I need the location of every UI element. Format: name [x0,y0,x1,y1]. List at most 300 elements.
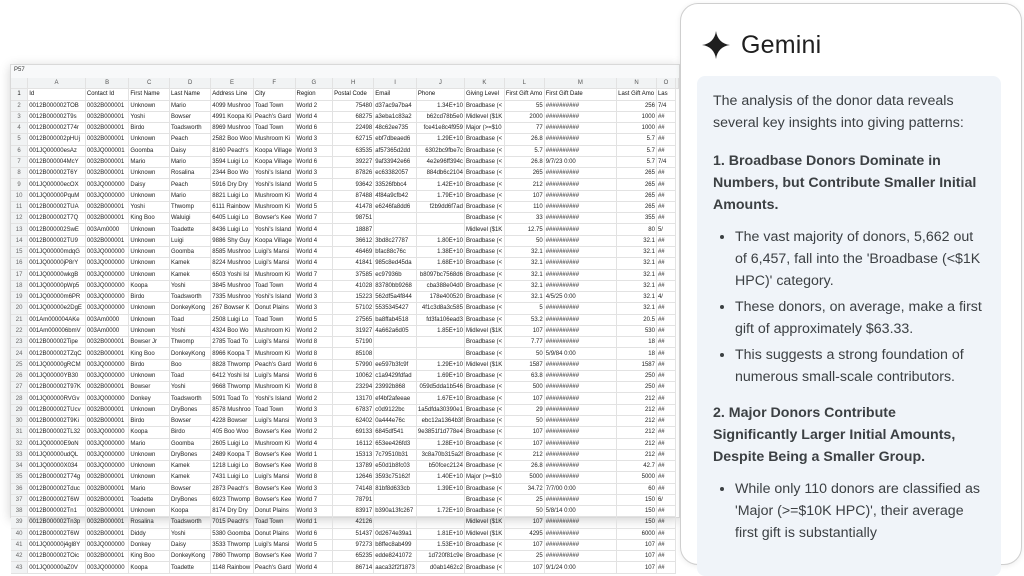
column-title-cell[interactable]: Las [656,89,675,100]
cell[interactable]: 6923 Thwomp [211,494,254,505]
cell[interactable]: cba388e04d0 [416,280,464,291]
cell[interactable]: ########## [544,134,616,145]
cell[interactable]: 2785 Toad To [211,337,254,348]
cell[interactable]: ########## [544,438,616,449]
cell[interactable]: ########## [544,258,616,269]
cell[interactable]: 001JQ00000mdqG [28,246,86,257]
column-title-cell[interactable]: Email [374,89,417,100]
cell[interactable]: Kamek [169,269,210,280]
cell[interactable]: Unknown [129,472,170,483]
cell[interactable]: 1.85E+10 [416,325,464,336]
cell[interactable]: 250 [617,370,657,381]
row-number[interactable]: 17 [11,269,28,280]
cell[interactable]: 6000 [617,528,657,539]
cell[interactable]: Broadbase (< [464,179,504,190]
cell[interactable]: 8436 Luigi Lo [211,224,254,235]
cell[interactable]: ## [656,415,675,426]
cell[interactable]: ########## [544,303,616,314]
cell[interactable]: ## [656,190,675,201]
row-number[interactable]: 23 [11,337,28,348]
cell[interactable]: Midlevel ($1K [464,224,504,235]
cell[interactable]: Broadbase (< [464,269,504,280]
cell[interactable]: Mushroom Ki [253,438,295,449]
cell[interactable]: 001JQ00000PquM [28,190,86,201]
cell[interactable]: 0012B000002Tn1 [28,506,86,517]
cell[interactable]: World 6 [295,156,333,167]
cell[interactable]: Bowser [129,382,170,393]
cell[interactable]: 32.1 [617,246,657,257]
cell[interactable]: 6503 Yoshi Isl [211,269,254,280]
cell[interactable]: 62402 [333,415,374,426]
cell[interactable]: 34.72 [504,483,544,494]
cell[interactable]: 1.67E+10 [416,393,464,404]
cell[interactable]: World 4 [295,111,333,122]
cell[interactable]: Toad Town [253,280,295,291]
cell[interactable]: Unknown [129,303,170,314]
table-row[interactable] [11,111,679,122]
cell[interactable]: Bowser's Kee [253,494,295,505]
cell[interactable]: 83780bb9268 [374,280,417,291]
cell[interactable]: 50 [504,506,544,517]
cell[interactable]: Luigi's Mansi [253,337,295,348]
cell[interactable]: 1.79E+10 [416,190,464,201]
cell[interactable]: 4099 Mushroo [211,100,254,111]
cell[interactable]: Broadbase (< [464,190,504,201]
cell[interactable]: 150 [617,506,657,517]
column-title-cell[interactable]: Region [295,89,333,100]
cell[interactable] [416,213,464,224]
cell[interactable]: Toadette [169,224,210,235]
cell[interactable]: 32.1 [617,280,657,291]
cell[interactable]: World 3 [295,415,333,426]
cell[interactable]: World 3 [295,168,333,179]
cell[interactable]: Mario [129,438,170,449]
cell[interactable]: 003JQ000000 [85,449,129,460]
row-number[interactable]: 18 [11,280,28,291]
cell[interactable]: 003Am0000 [85,314,129,325]
column-title-cell[interactable]: Phone [416,89,464,100]
row-number[interactable]: 15 [11,246,28,257]
cell[interactable]: Toad Town [253,100,295,111]
column-title-cell[interactable]: First Gift Date [544,89,616,100]
cell[interactable]: ## [656,123,675,134]
cell[interactable]: Unknown [129,224,170,235]
cell[interactable]: 39227 [333,156,374,167]
cell[interactable]: 6845df541 [374,427,417,438]
cell[interactable]: Birdo [129,123,170,134]
cell[interactable]: 0012B000002TOic [28,551,86,562]
cell[interactable]: 26.8 [504,461,544,472]
cell[interactable]: Rosalina [169,168,210,179]
column-header[interactable]: J [416,78,464,89]
cell[interactable]: 74148 [333,483,374,494]
cell[interactable]: 985c8ed45da [374,258,417,269]
cell[interactable]: 53.2 [504,314,544,325]
cell[interactable]: 26.8 [504,134,544,145]
row-number[interactable]: 2 [11,100,28,111]
cell[interactable]: 9af33942e66 [374,156,417,167]
cell[interactable]: World 8 [295,348,333,359]
cell[interactable]: 003JQ000000 [85,190,129,201]
cell[interactable]: 107 [617,539,657,550]
cell[interactable]: 0012B000002Tipe [28,337,86,348]
cell[interactable]: 5 [504,303,544,314]
cell[interactable]: ## [656,235,675,246]
table-row[interactable] [11,337,679,348]
cell[interactable] [416,348,464,359]
cell[interactable]: 256 [617,100,657,111]
cell[interactable]: 001JQ00000X034 [28,461,86,472]
cell[interactable]: b8097bc7568d6 [416,269,464,280]
cell[interactable]: 0d2674e39a1 [374,528,417,539]
cell[interactable]: 0012B000002T74g [28,472,86,483]
cell[interactable]: ## [656,551,675,562]
table-row[interactable] [11,156,679,167]
cell[interactable]: Birdo [129,292,170,303]
cell[interactable]: 003JQ000000 [85,562,129,573]
cell[interactable]: 003Am0000 [85,224,129,235]
cell[interactable]: 1.29E+10 [416,359,464,370]
cell[interactable]: 4991 Koopa Ki [211,111,254,122]
cell[interactable]: 8174 Dry Dry [211,506,254,517]
cell[interactable]: Broadbase (< [464,427,504,438]
cell[interactable] [374,494,417,505]
cell[interactable]: 5/8/14 0:00 [544,506,616,517]
cell[interactable]: 37585 [333,269,374,280]
cell[interactable]: 653ee426fd3 [374,438,417,449]
cell[interactable]: 18887 [333,224,374,235]
cell[interactable]: Broadbase (< [464,483,504,494]
cell[interactable]: Thwomp [169,337,210,348]
cell[interactable]: World 4 [295,224,333,235]
cell[interactable]: ## [656,382,675,393]
cell[interactable]: 003JQ000000 [85,539,129,550]
cell[interactable]: ########## [544,472,616,483]
cell[interactable]: World 5 [295,179,333,190]
cell[interactable]: f2b9dd6f7ad [416,201,464,212]
cell[interactable]: Broadbase (< [464,168,504,179]
cell[interactable]: Yoshi's Island [253,179,295,190]
cell[interactable]: Yoshi [169,382,210,393]
cell[interactable]: Midlevel ($1K [464,111,504,122]
cell[interactable]: 83917 [333,506,374,517]
cell[interactable]: Bowser's Kee [253,213,295,224]
cell[interactable]: Unknown [129,404,170,415]
row-number[interactable]: 41 [11,539,28,550]
cell[interactable]: 41028 [333,280,374,291]
cell[interactable]: Waluigi [169,213,210,224]
cell[interactable]: 2605 Luigi Lo [211,438,254,449]
row-number[interactable]: 30 [11,415,28,426]
cell[interactable]: 0012B000002T6Y [28,168,86,179]
cell[interactable]: World 3 [295,404,333,415]
cell[interactable]: 001JQ00000ecOX [28,179,86,190]
cell[interactable]: 562df5a4f844 [374,292,417,303]
cell[interactable]: ## [656,517,675,528]
cell[interactable]: aaca32f2f1873 [374,562,417,573]
cell[interactable]: Broadbase (< [464,348,504,359]
cell[interactable]: Toadsworth [169,123,210,134]
cell[interactable]: World 3 [295,303,333,314]
cell[interactable]: 150 [617,494,657,505]
row-number[interactable]: 34 [11,461,28,472]
cell[interactable]: Daisy [169,145,210,156]
column-header[interactable]: D [169,78,210,89]
cell[interactable]: 60 [617,483,657,494]
cell[interactable]: Peach [169,134,210,145]
cell[interactable]: 150 [617,517,657,528]
table-row[interactable] [11,280,679,291]
cell[interactable]: 0012B000002pHUj [28,134,86,145]
cell[interactable]: DonkeyKong [169,348,210,359]
row-number[interactable]: 24 [11,348,28,359]
cell[interactable]: ########## [544,427,616,438]
cell[interactable] [416,517,464,528]
cell[interactable]: King Boo [129,551,170,562]
cell[interactable]: ## [656,438,675,449]
cell[interactable]: 001JQ00000e2DgE [28,303,86,314]
cell[interactable]: Luigi's Mansi [253,370,295,381]
cell[interactable]: Goomba [169,438,210,449]
cell[interactable]: 267 Bowser K [211,303,254,314]
cell[interactable]: 6302bc9fbe7c [416,145,464,156]
cell[interactable]: 1.68E+10 [416,258,464,269]
cell[interactable]: 0032B000001 [85,201,129,212]
cell[interactable]: Bowser [169,415,210,426]
column-header[interactable]: N [617,78,657,89]
cell[interactable]: 0012B000002TUA [28,201,86,212]
cell[interactable]: Luigi's Mansi [253,539,295,550]
cell[interactable]: Broadbase (< [464,337,504,348]
cell[interactable]: 9/7/23 0:00 [544,156,616,167]
cell[interactable]: 265 [617,201,657,212]
cell[interactable]: 87488 [333,190,374,201]
cell[interactable]: World 3 [295,145,333,156]
cell[interactable]: World 3 [295,506,333,517]
column-header[interactable]: M [544,78,616,89]
cell[interactable]: 86714 [333,562,374,573]
cell[interactable]: 31927 [333,325,374,336]
cell[interactable]: Bowser's Kee [253,427,295,438]
cell[interactable]: World 2 [295,427,333,438]
cell[interactable]: Bowser's Kee [253,449,295,460]
row-number[interactable]: 13 [11,224,28,235]
cell[interactable]: ba8ffab4518 [374,314,417,325]
column-header[interactable]: F [253,78,295,89]
cell[interactable]: ########## [544,314,616,325]
cell[interactable]: 10062 [333,370,374,381]
cell[interactable]: 0012B000002TUcv [28,404,86,415]
column-header[interactable]: K [464,78,504,89]
cell[interactable]: DonkeyKong [169,303,210,314]
cell[interactable]: 4/5/25 0:00 [544,292,616,303]
row-number[interactable]: 25 [11,359,28,370]
cell[interactable]: 6412 Yoshi Isl [211,370,254,381]
cell[interactable]: 36612 [333,235,374,246]
table-row[interactable] [11,100,679,111]
cell[interactable]: Koopa [129,280,170,291]
column-header[interactable] [676,78,679,89]
cell[interactable]: 13170 [333,393,374,404]
cell[interactable]: World 3 [295,134,333,145]
cell[interactable]: 15313 [333,449,374,460]
cell[interactable]: ########## [544,224,616,235]
cell[interactable]: 8578 Mushroo [211,404,254,415]
cell[interactable]: 0012B000002T7Q [28,213,86,224]
cell[interactable]: Major (>=$10 [464,472,504,483]
cell[interactable]: 7015 Peach's [211,517,254,528]
cell[interactable]: Birdo [129,415,170,426]
cell[interactable]: c0d9122bc [374,404,417,415]
cell[interactable]: 107 [504,393,544,404]
row-number[interactable]: 28 [11,393,28,404]
cell[interactable]: Broadbase (< [464,449,504,460]
cell[interactable]: Mushroom Ki [253,382,295,393]
cell[interactable]: 178e400520 [416,292,464,303]
cell[interactable]: 22498 [333,123,374,134]
cell[interactable]: 93642 [333,179,374,190]
cell[interactable]: 16112 [333,438,374,449]
cell[interactable]: 29 [504,404,544,415]
cell[interactable]: 212 [617,393,657,404]
row-number[interactable]: 16 [11,258,28,269]
cell[interactable]: ########## [544,528,616,539]
cell[interactable]: 884db6c2104 [416,168,464,179]
table-row[interactable] [11,461,679,472]
cell[interactable]: fce41e8c4f959 [416,123,464,134]
cell[interactable]: 25 [504,551,544,562]
cell[interactable]: 50 [504,235,544,246]
cell[interactable]: ## [656,314,675,325]
table-row[interactable] [11,145,679,156]
cell[interactable]: Daisy [129,179,170,190]
cell[interactable]: ## [656,145,675,156]
cell[interactable]: Koopa Village [253,145,295,156]
cell[interactable]: 107 [504,539,544,550]
cell[interactable]: 1587 [617,359,657,370]
cell[interactable]: ########## [544,404,616,415]
cell[interactable]: ## [656,303,675,314]
row-number[interactable]: 12 [11,213,28,224]
cell[interactable]: 50 [504,348,544,359]
cell[interactable]: Yoshi [129,111,170,122]
cell[interactable]: 27565 [333,314,374,325]
cell[interactable]: ########## [544,415,616,426]
cell[interactable]: DryBones [169,494,210,505]
cell[interactable]: Broadbase (< [464,539,504,550]
cell[interactable]: World 2 [295,393,333,404]
cell[interactable]: 2489 Koopa T [211,449,254,460]
cell[interactable]: 107 [504,517,544,528]
cell[interactable]: World 2 [295,100,333,111]
cell[interactable]: Koopa [129,427,170,438]
cell[interactable]: 5.7 [617,156,657,167]
cell[interactable]: Toad Town [253,123,295,134]
column-title-cell[interactable]: First Name [129,89,170,100]
cell[interactable]: 55 [504,100,544,111]
cell[interactable]: Broadbase (< [464,393,504,404]
cell[interactable]: World 6 [295,359,333,370]
cell[interactable]: 80 [617,224,657,235]
cell[interactable]: Broadbase (< [464,156,504,167]
cell[interactable]: Bowser [169,483,210,494]
cell[interactable]: ## [656,325,675,336]
cell[interactable]: 059d5dda1b546 [416,382,464,393]
cell[interactable]: 51437 [333,528,374,539]
cell[interactable]: 32.1 [617,292,657,303]
cell[interactable]: 1218 Luigi Lo [211,461,254,472]
cell[interactable]: 1.40E+10 [416,472,464,483]
cell[interactable]: ## [656,472,675,483]
table-row[interactable] [11,562,679,573]
cell[interactable]: Peach's Gard [253,359,295,370]
row-number[interactable]: 8 [11,168,28,179]
cell[interactable]: 87826 [333,168,374,179]
cell[interactable]: Bowser's Kee [253,461,295,472]
cell[interactable]: 6/ [656,494,675,505]
cell[interactable]: ebf7dbeaed6 [374,134,417,145]
cell[interactable]: 003JQ000000 [85,280,129,291]
cell[interactable]: ## [656,213,675,224]
table-row[interactable] [11,438,679,449]
cell[interactable]: Yoshi [169,528,210,539]
cell[interactable]: 25 [504,494,544,505]
cell[interactable]: Donut Plains [253,528,295,539]
cell[interactable]: 8966 Koopa T [211,348,254,359]
cell[interactable] [416,337,464,348]
cell[interactable]: 0012B000002T6W [28,494,86,505]
cell[interactable]: 5535345427 [374,303,417,314]
cell[interactable]: 32.1 [504,292,544,303]
cell[interactable]: Broadbase (< [464,382,504,393]
column-header[interactable]: E [211,78,254,89]
cell[interactable]: ## [656,359,675,370]
column-title-cell[interactable]: First Gift Amo [504,89,544,100]
cell[interactable]: 6111 Rainbow [211,201,254,212]
table-row[interactable] [11,123,679,134]
column-title-cell[interactable]: Last Gift Amo [617,89,657,100]
cell[interactable]: 0032B000001 [85,213,129,224]
cell[interactable]: Bowser [169,111,210,122]
cell[interactable]: Mario [169,156,210,167]
cell[interactable]: Broadbase (< [464,258,504,269]
cell[interactable]: 107 [504,190,544,201]
row-number[interactable]: 20 [11,303,28,314]
cell[interactable]: 41841 [333,258,374,269]
cell[interactable]: 0032B000001 [85,134,129,145]
cell[interactable]: Midlevel ($1K [464,517,504,528]
cell[interactable]: 3c8a70b315a2f [416,449,464,460]
cell[interactable]: ########## [544,168,616,179]
cell[interactable] [374,337,417,348]
cell[interactable]: Unknown [129,168,170,179]
cell[interactable]: 001Am000006bmV [28,325,86,336]
cell[interactable]: 1000 [617,123,657,134]
cell[interactable]: ########## [544,494,616,505]
cell[interactable]: 212 [617,449,657,460]
cell[interactable]: 0012B000002T9s [28,111,86,122]
cell[interactable]: Donut Plains [253,303,295,314]
cell[interactable]: 81bf8d633cb [374,483,417,494]
cell[interactable]: 8821 Luigi Lo [211,190,254,201]
row-number[interactable]: 43 [11,562,28,573]
cell[interactable]: Unknown [129,314,170,325]
cell[interactable]: 107 [504,562,544,573]
cell[interactable]: 003JQ000000 [85,461,129,472]
table-row[interactable] [11,190,679,201]
column-title-cell[interactable]: Id [28,89,86,100]
cell[interactable]: Toadette [169,562,210,573]
